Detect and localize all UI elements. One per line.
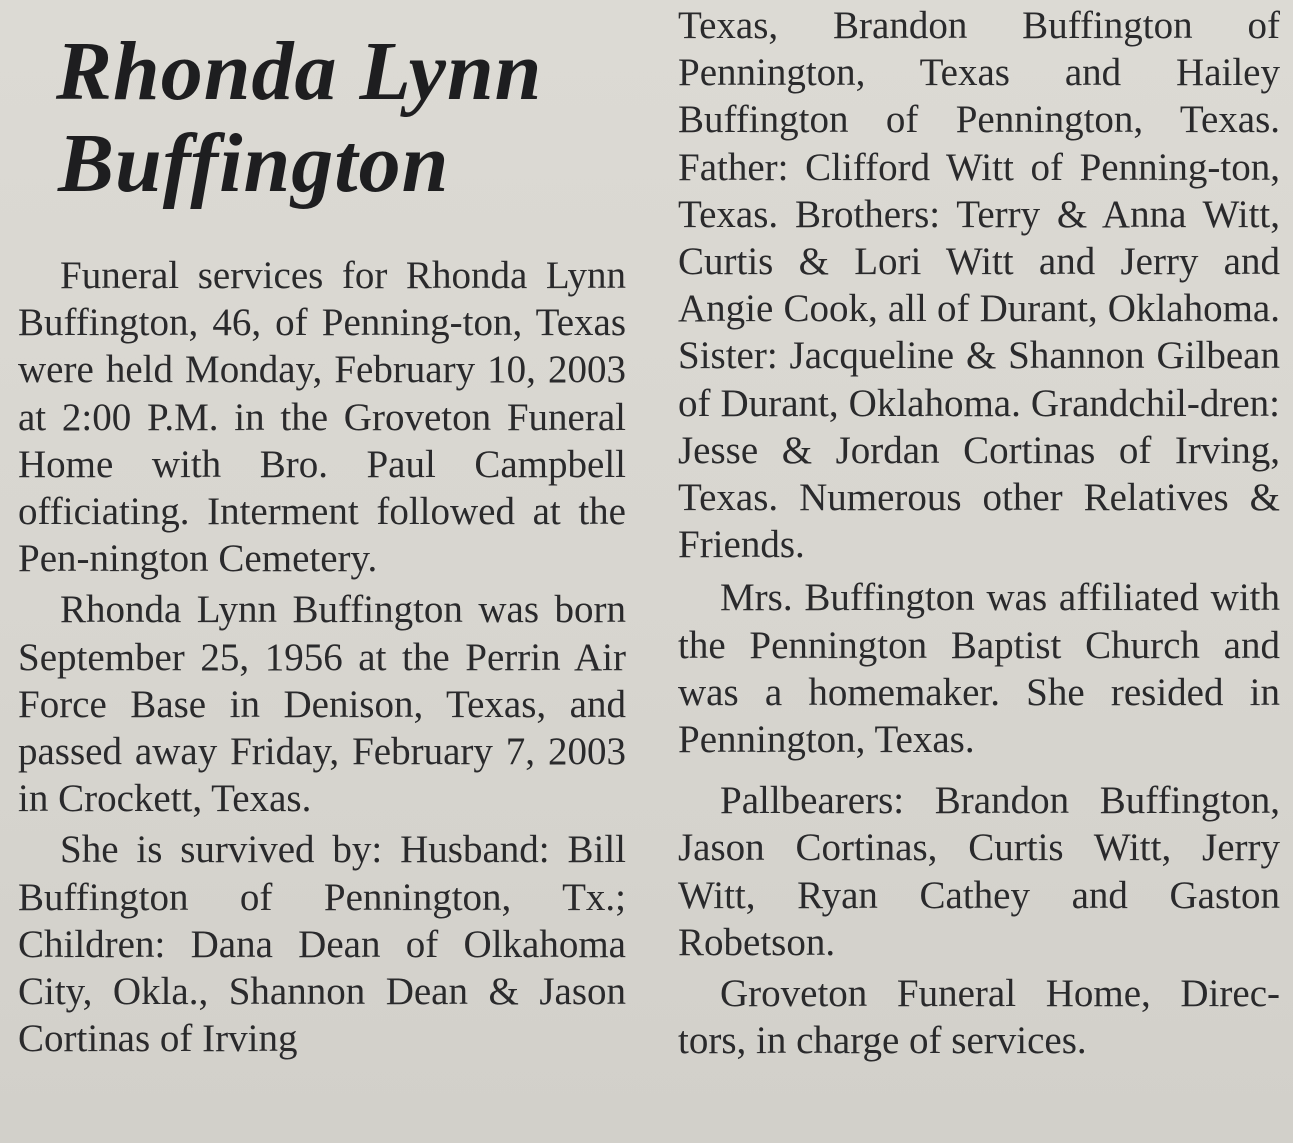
paragraph-birth-death: Rhonda Lynn Buffington was born September 25, 1956 at the Perrin Air Force Base in Denison, Texas, and passed away Friday, February 7, 2003 in Crockett, Texas. [18, 588, 626, 821]
headline-second-line: Buffington [58, 117, 450, 210]
paragraph-funeral-home: Groveton Funeral Home, Direc-tors, in charge of services. [678, 972, 1280, 1063]
headline-first-line: Rhonda Lynn [56, 25, 543, 118]
obituary-headline [56, 26, 626, 210]
paragraph-funeral-services: Funeral services for Rhonda Lynn Buffington, 46, of Penning-ton, Texas were held Monday, February 10, 2003 at 2:00 P.M. in the Groveton Funeral Home with Bro. Paul Campbell officiating. Interment followed at the Pen-nington Cemetery. [18, 254, 626, 581]
left-column [18, 0, 626, 1062]
paragraph-affiliation: Mrs. Buffington was affiliated with the Pennington Baptist Church and was a homemaker. She resided in Pennington, Texas. [678, 576, 1280, 762]
paragraph-survivors-continued: Texas, Brandon Buffington of Pennington, Texas and Hailey Buffington of Pennington, Texas. Father: Clifford Witt of Penning-ton, Texas. Brothers: Terry & Anna Witt, Curtis & Lori Witt and Jerry and Angie Cook, all of Durant, Oklahoma. Sister: Jacqueline & Shannon Gilbean of Durant, Oklahoma. Grandchil-dren: Jesse & Jordan Cortinas of Irving, Texas. Numerous other Relatives & Friends. [678, 4, 1280, 567]
right-column [678, 0, 1280, 1064]
paragraph-pallbearers: Pallbearers: Brandon Buffington, Jason Cortinas, Curtis Witt, Jerry Witt, Ryan Cathey and Gaston Robetson. [678, 779, 1280, 964]
paragraph-survivors: She is survived by: Husband: Bill Buffington of Pennington, Tx.; Children: Dana Dean of Olkahoma City, Okla., Shannon Dean & Jason Cortinas of Irving [18, 828, 626, 1061]
